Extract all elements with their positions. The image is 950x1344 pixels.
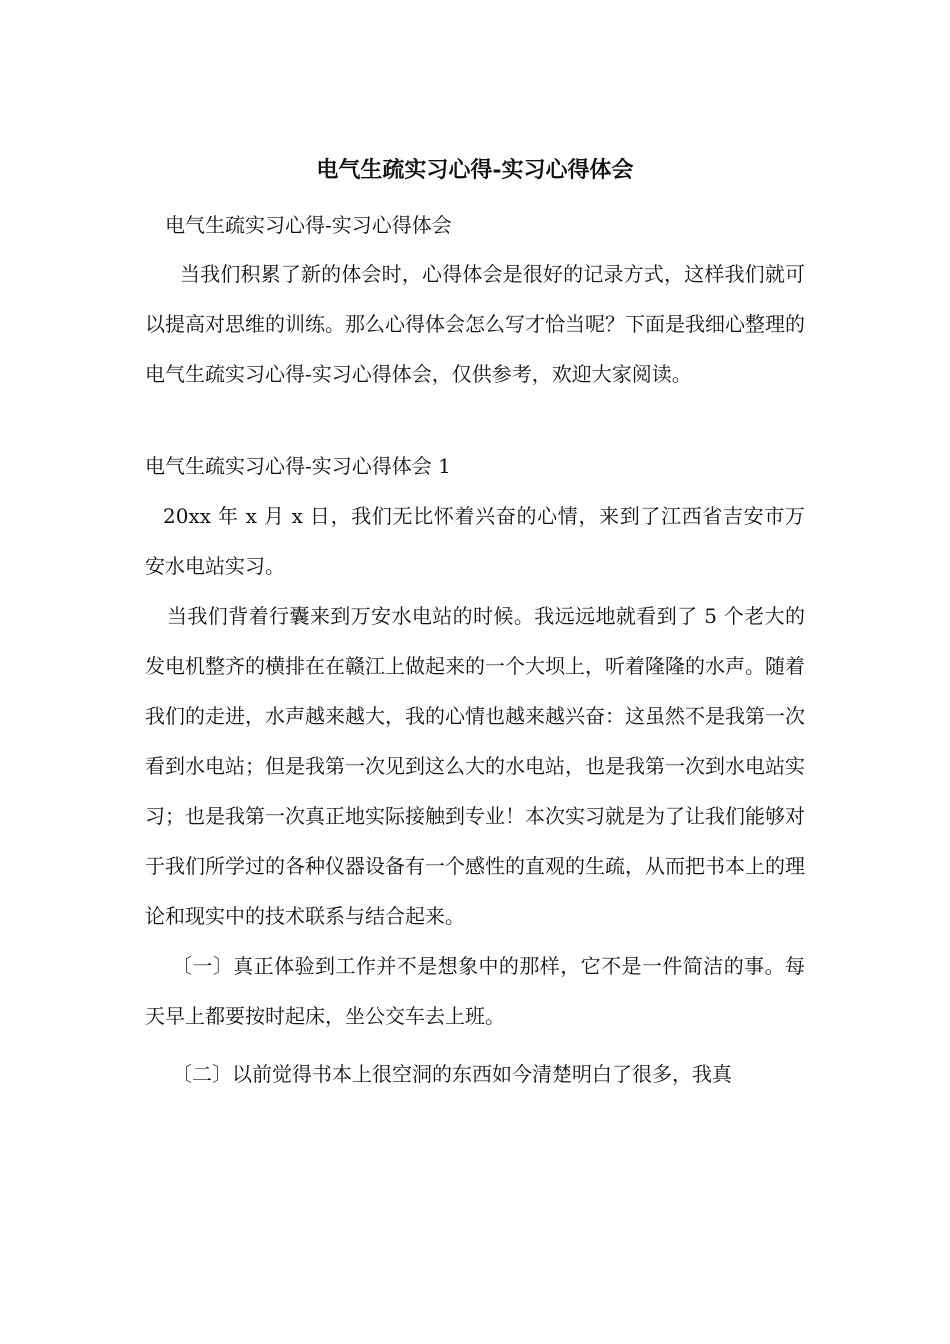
document-body — [145, 203, 805, 1099]
body-paragraph: 〔二〕以前觉得书本上很空洞的东西如今清楚明白了很多，我真 — [172, 1062, 732, 1086]
paragraph-spacer — [145, 399, 805, 441]
body-paragraph: 20xx 年 x 月 x 日，我们无比怀着兴奋的心情，来到了江西省吉安市万安水电站实习。 — [145, 504, 805, 578]
document-title: 电气生疏实习心得-实习心得体会 — [316, 157, 634, 183]
intro-paragraph: 当我们积累了新的体会时，心得体会是很好的记录方式，这样我们就可以提高对思维的训练。那么心得体会怎么写才恰当呢？下面是我细心整理的电气生疏实习心得-实习心得体会，仅供参考，欢迎大家阅读。 — [145, 262, 805, 386]
body-paragraph: 当我们背着行囊来到万安水电站的时候。我远远地就看到了 5 个老大的发电机整齐的横排在在赣江上做起来的一个大坝上，听着隆隆的水声。随着我们的走进，水声越来越大，我的心情也越来越兴奋：这虽然不是我第一次看到水电站；但是我第一次见到这么大的水电站，也是我第一次到水电站实习；也是我第一次真正地实际接触到专业！本次实习就是为了让我们能够对于我们所学过的各种仪器设备有一个感性的直观的生疏，从而把书本上的理论和现实中的技术联系与结合起来。 — [145, 604, 805, 928]
document-subtitle: 电气生疏实习心得-实习心得体会 — [165, 213, 452, 237]
body-paragraph: 〔一〕真正体验到工作并不是想象中的那样，它不是一件简洁的事。每天早上都要按时起床，坐公交车去上班。 — [145, 954, 805, 1028]
section-heading: 电气生疏实习心得-实习心得体会 1 — [145, 454, 451, 478]
